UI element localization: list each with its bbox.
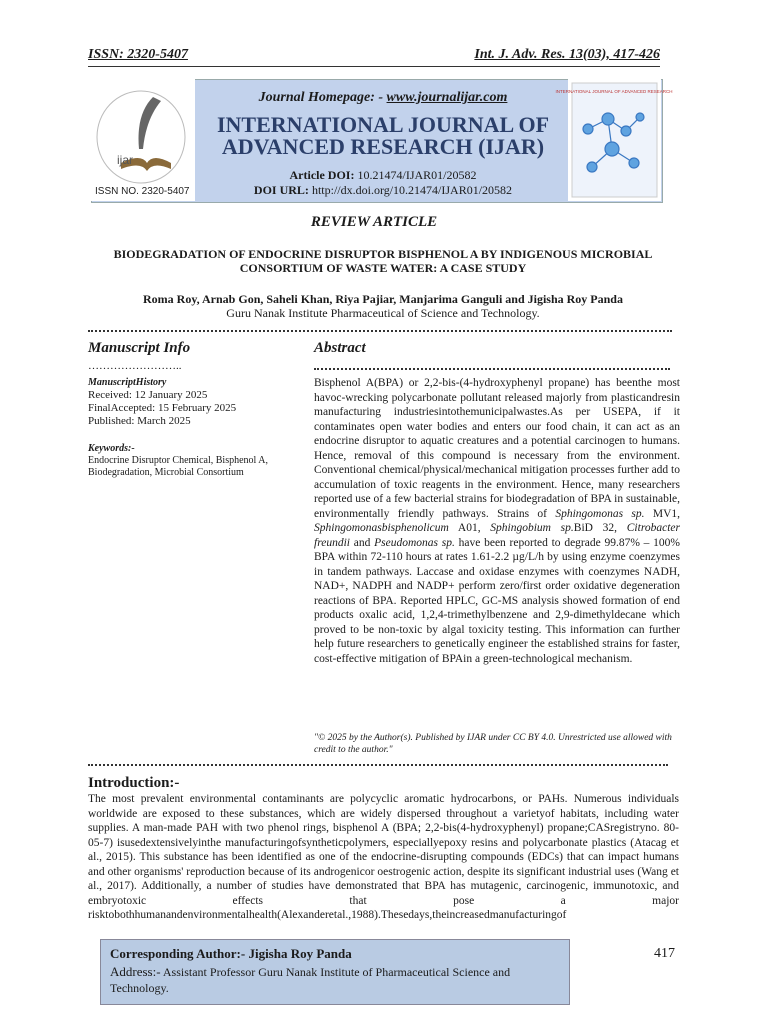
paper-title-line2: CONSORTIUM OF WASTE WATER: A CASE STUDY [239,261,527,275]
species-sphingomonasbisphenolicum: Sphingomonasbisphenolicum [314,522,449,534]
doi-label: Article DOI: [289,168,355,182]
journal-cover-image [555,79,673,201]
abstract-body: Bisphenol A(BPA) or 2,2-bis-(4-hydroxyphenyl propane) has beenthe most havoc-wrecking polycarbonate pollutant released majorly from plasticandresin manufacturing industriesintothemunicipalwastes.As per USEPA, if it contaminates open water bodies and enters our food chain, it can act as an endocrine disruptor to aquatic creatures and a potential carcinogen to humans. Hence, removal of this compound is necessary from the environment. Conventional chemical/physical/mechanical mitigation processes further add to accumulation of toxic reagents in the environment. Hence, many researchers reported use of a few bacterial strains for biodegradation of BPA in sustainable, environmentally friendly pathways. Strains of Sphingomonas sp. MV1, Sphingomonasbisphenolicum A01, Sphingobium sp.BiD 32, Citrobacter freundii and Pseudomonas sp. have been reported to degrade 99.87% – 100% BPA within 72-110 hours at rates 1.61-2.2 µg/L/h by using enzyme coenzymes in tandem pathways. Laccase and oxidase enzymes with coenzymes NADH, NAD+, NADPH and NADP+ perform zero/first order oxidative degeneration reactions of BPA. Reported HPLC, GC-MS analysis showed formation of end products oxalic acid, 1,2,4-trimethylbenzene and 2,9-dimethyldecane which proved to be non-toxic by algal toxicity testing. This information can further help future researchers to genetically engineer the established strains for faster, cost-effective mitigation of BPAin a green-technological mechanism. [314,377,681,665]
history-heading: ManuscriptHistory [88,377,167,388]
manuscript-info-heading: Manuscript Info [88,340,191,356]
introduction-heading: Introduction:- [88,775,180,791]
author-address [110,964,565,996]
species-sphingomonas: Sphingomonas sp. [555,507,645,520]
molecule-icon [555,79,673,201]
author-list: Roma Roy, Arnab Gon, Saheli Khan, Riya Pajiar, Manjarima Ganguli and Jigisha Roy Panda [143,292,623,306]
quill-book-icon [91,79,195,201]
homepage-link[interactable]: www.journalijar.com [386,90,508,105]
paper-title [88,247,678,275]
doi-block [200,168,566,198]
banner-issn: ISSN NO. 2320-5407 [95,186,190,197]
keywords-heading: Keywords:- [88,443,135,454]
manuscript-dots: …………………….. [88,360,182,372]
issn-text: ISSN: 2320-5407 [88,47,188,62]
introduction-body: The most prevalent environmental contaminants are polycyclic aromatic hydrocarbons, or PAHs. Numerous individuals worldwide are exposed to these substances, which are widely dispersed throughout a varietyof habitats, including water supplies. A man-made PAH with two phenol rings, bisphenol A (BPA; 2,2-bis(4-hydroxyphenyl) propane;CASregistryno. 80-05-7) isusedextensivelyinthe manufacturingofsyntheticpolymers, especiallyepoxy resins and polycarbonate plastics (Atacag et al., 2015). This substance has been identified as one of the endocrine-disrupting compounds (EDCs) that can impact humans and other organisms' reproduction because of its androgenicor oestrogenic action, despite its significant industrial uses (Wang et al., 2017). Additionally, a number of studies have demonstrated that BPA has mutagenic, carcinogenic, immunotoxic, and embryotoxic effects that pose a major risktobothhumanandenvironmentalhealth(Alexanderetal.,1988).Thesedays,theincreasedmanufacturingof [88,793,679,921]
paper-title-line1: BIODEGRADATION OF ENDOCRINE DISRUPTOR BISPHENOL A BY INDIGENOUS MICROBIAL [113,247,653,261]
accepted-date: FinalAccepted: 15 February 2025 [88,402,237,414]
abstract-part1: Bisphenol A(BPA) or 2,2-bis-(4-hydroxyphenyl propane) has beenthe most havoc-wrecking polycarbonate pollutant released majorly from plasticandresin manufacturing industriesintothemunicipalwastes.As per USEPA, if it contaminates open water bodies and enters our food chain, it can act as an endocrine disruptor to aquatic creatures and a potential carcinogen to humans. Hence, removal of this compound is necessary from the environment. Conventional chemical/physical/mechanical mitigation processes further add to accumulation of toxic reagents in the environment. Hence, many researchers reported use of a few bacterial strains for biodegradation of BPA in sustainable, environmentally friendly pathways. Strains of [314,377,680,520]
doi-url-label: DOI URL: [253,183,309,197]
keywords-list: Endocrine Disruptor Chemical, Bisphenol A, Biodegradation, Microbial Consortium [88,455,268,478]
article-type: REVIEW ARTICLE [310,214,438,230]
corr-name: Jigisha Roy Panda [245,946,352,961]
cover-title: INTERNATIONAL JOURNAL OF ADVANCED RESEARCH [555,89,673,94]
published-date: Published: March 2025 [88,415,191,427]
journal-title-line1: INTERNATIONAL JOURNAL OF [216,112,550,137]
address-text: Assistant Professor Guru Nanak Institute of Pharmaceutical Science and Technology. [110,965,511,995]
license-note: "© 2025 by the Author(s). Published by IJAR under CC BY 4.0. Unrestricted use allowed with credit to the author." [314,733,672,755]
journal-title-line2: ADVANCED RESEARCH (IJAR) [221,134,545,159]
journal-homepage [200,90,566,106]
species-pseudomonas: Pseudomonas sp. [374,536,455,549]
journal-title [200,114,566,158]
abstract-heading: Abstract [314,340,366,356]
manuscript-history [88,376,298,428]
page-number: 417 [654,946,675,961]
dotted-divider [88,330,672,335]
species-sphingobium: Sphingobium sp. [490,522,574,534]
homepage-label: Journal Homepage: - [258,90,384,105]
journal-logo [91,79,195,201]
header-rule [88,66,660,67]
doi-value: 10.21474/IJAR01/20582 [357,168,477,182]
received-date: Received: 12 January 2025 [88,389,208,401]
doi-url-link[interactable]: http://dx.doi.org/10.21474/IJAR01/20582 [311,183,513,197]
address-label: Address:- [110,964,161,979]
affiliation: Guru Nanak Institute Pharmaceutical of Science and Technology. [226,306,540,320]
corresponding-author [110,946,352,962]
logo-text: ijar [117,153,134,167]
citation-text: Int. J. Adv. Res. 13(03), 417-426 [474,47,660,62]
species-citrobacter: Citrobacter freundii [314,522,681,549]
dotted-divider-2 [88,764,668,769]
abstract-dotted-divider [314,368,670,373]
corr-label: Corresponding Author:- [110,946,246,961]
abstract-part2: have been reported to degrade 99.87% – 100% BPA within 72-110 hours at rates 1.61-2.2 µg/L/h by using enzyme coenzymes in tandem pathways. Laccase and oxidase enzymes with coenzymes NADH, NAD+, NADPH and NADP+ perform zero/first order oxidative degeneration reactions of BPA. Reported HPLC, GC-MS analysis showed formation of end products oxalic acid, 1,2,4-trimethylbenzene and 2,9-dimethyldecane which proved to be non-toxic by algal toxicity testing. This information can further help future researchers to genetically engineer the established strains for faster, cost-effective mitigation of BPAin a green-technological mechanism. [314,536,680,665]
